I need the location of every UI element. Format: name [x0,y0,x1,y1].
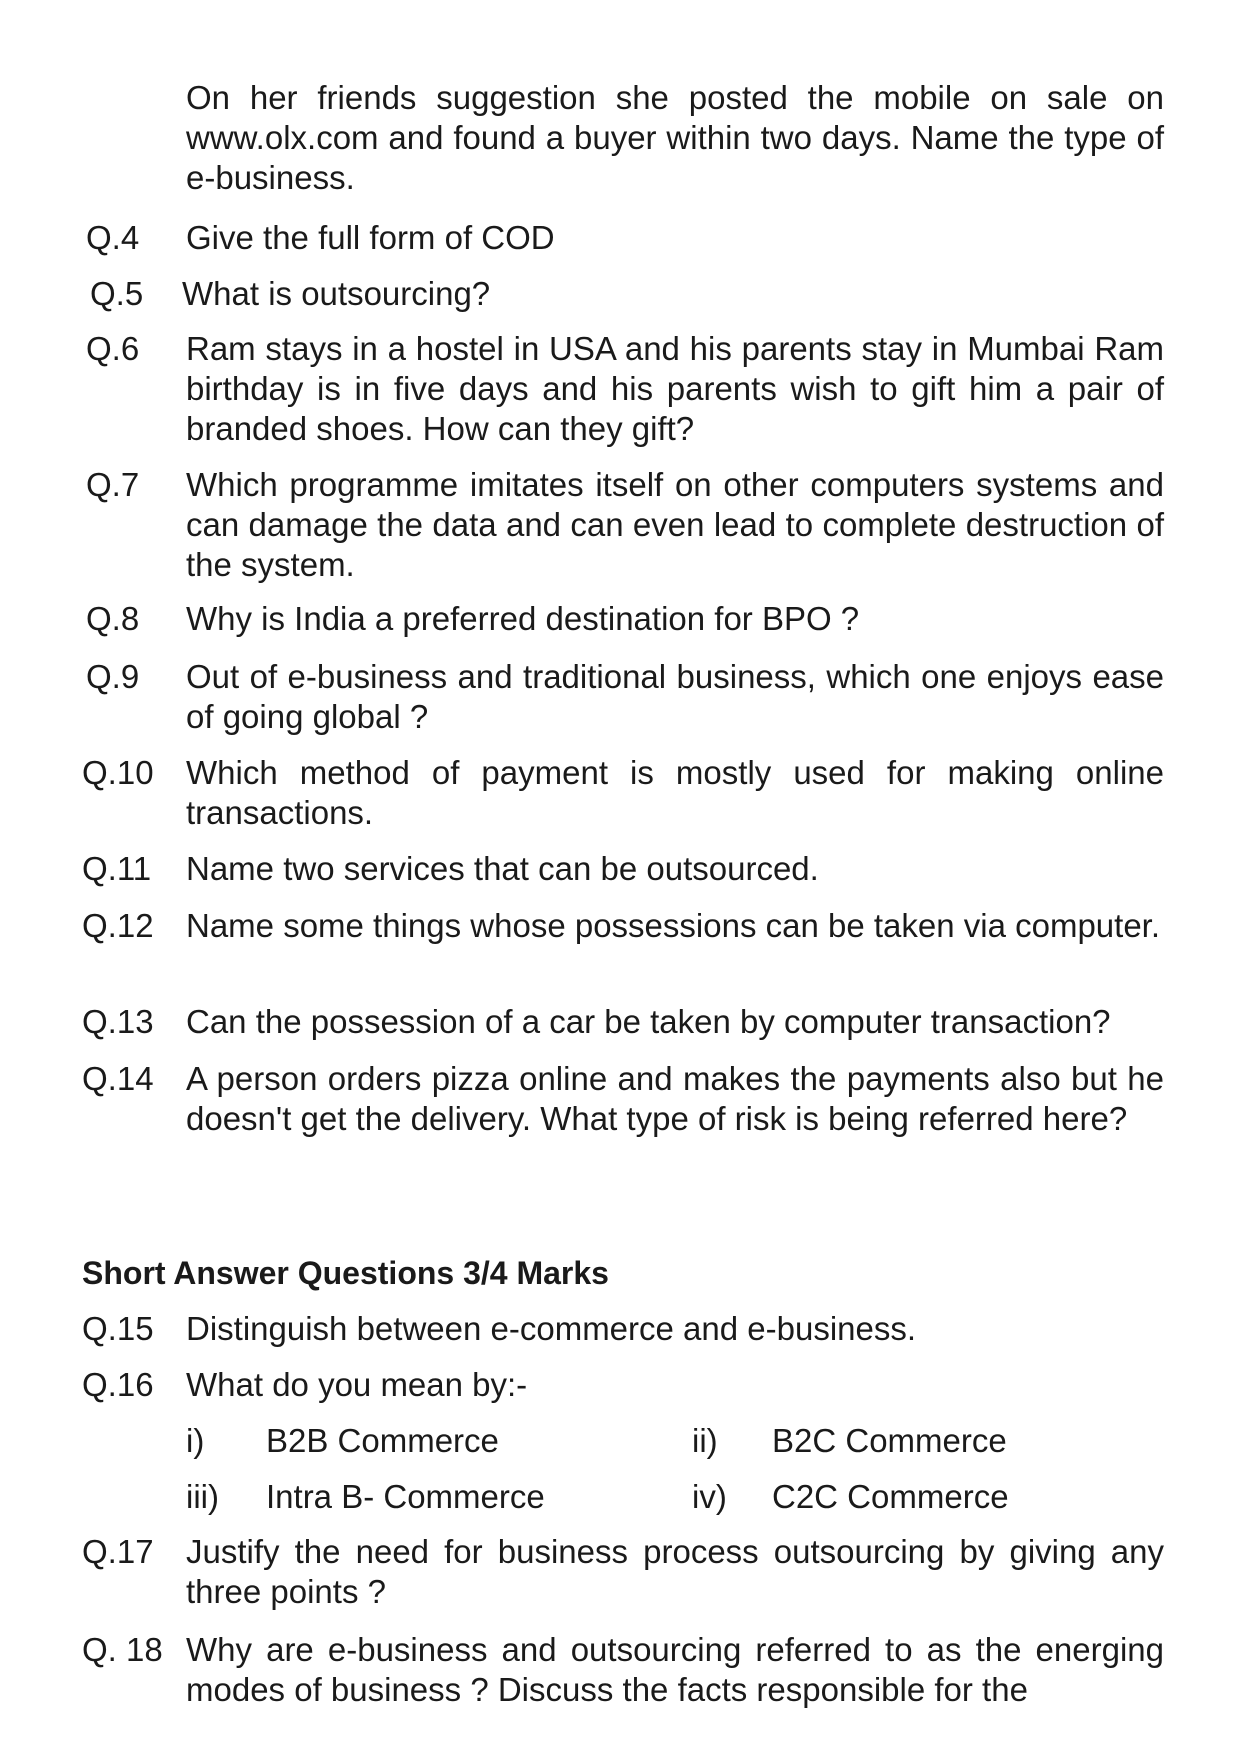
question-number: Q. 18 [82,1631,163,1668]
subpart-label: iv) [692,1478,727,1515]
subpart-label: iii) [186,1478,219,1515]
question-text: Which method of payment is mostly used for making online transactions. [186,754,1164,831]
question-number: Q.13 [82,1003,154,1040]
question-text: Out of e-business and traditional business, which one enjoys ease of going global ? [186,658,1164,735]
question-number: Q.17 [82,1533,154,1570]
question-text: Give the full form of COD [186,219,555,256]
question-number: Q.4 [86,219,140,256]
question-text: Which programme imitates itself on other computers systems and can damage the data and can even lead to complete destruction of the system. [186,466,1164,583]
subpart-text: B2C Commerce [772,1422,1007,1459]
question-number: Q.7 [86,466,140,503]
subpart-label: ii) [692,1422,718,1459]
question-text: Can the possession of a car be taken by computer transaction? [186,1003,1111,1040]
subpart-label: i) [186,1422,205,1459]
question-number: Q.15 [82,1310,154,1347]
question-number: Q.10 [82,754,154,791]
question-text: Name some things whose possessions can be taken via computer. [186,907,1161,944]
question-text: Why are e-business and outsourcing referred to as the energing modes of business ? Discuss the facts responsible for the [186,1631,1164,1708]
question-number: Q.12 [82,907,154,944]
subpart-text: C2C Commerce [772,1478,1009,1515]
question-number: Q.8 [86,600,140,637]
question-number: Q.9 [86,658,140,695]
subpart-text: B2B Commerce [266,1422,499,1459]
question-text: Justify the need for business process outsourcing by giving any three points ? [186,1533,1164,1610]
question-text: A person orders pizza online and makes the payments also but he doesn't get the delivery. What type of risk is being referred here? [186,1060,1164,1137]
question-number: Q.14 [82,1060,154,1097]
question-text: Ram stays in a hostel in USA and his parents stay in Mumbai Ram birthday is in five days and his parents wish to gift him a pair of branded shoes. How can they gift? [186,330,1164,447]
question-text: What do you mean by:- [186,1366,528,1403]
question-number: Q.5 [90,275,144,312]
intro-text: On her friends suggestion she posted the mobile on sale on www.olx.com and found a buyer within two days. Name the type of e-business. [186,79,1164,196]
question-text: Name two services that can be outsourced. [186,850,819,887]
question-text: Why is India a preferred destination for BPO ? [186,600,860,637]
question-number: Q.16 [82,1366,154,1403]
question-number: Q.6 [86,330,140,367]
question-text: Distinguish between e-commerce and e-business. [186,1310,917,1347]
subpart-text: Intra B- Commerce [266,1478,545,1515]
question-text: What is outsourcing? [182,275,491,312]
section-heading: Short Answer Questions 3/4 Marks [82,1255,609,1291]
question-number: Q.11 [82,850,152,887]
